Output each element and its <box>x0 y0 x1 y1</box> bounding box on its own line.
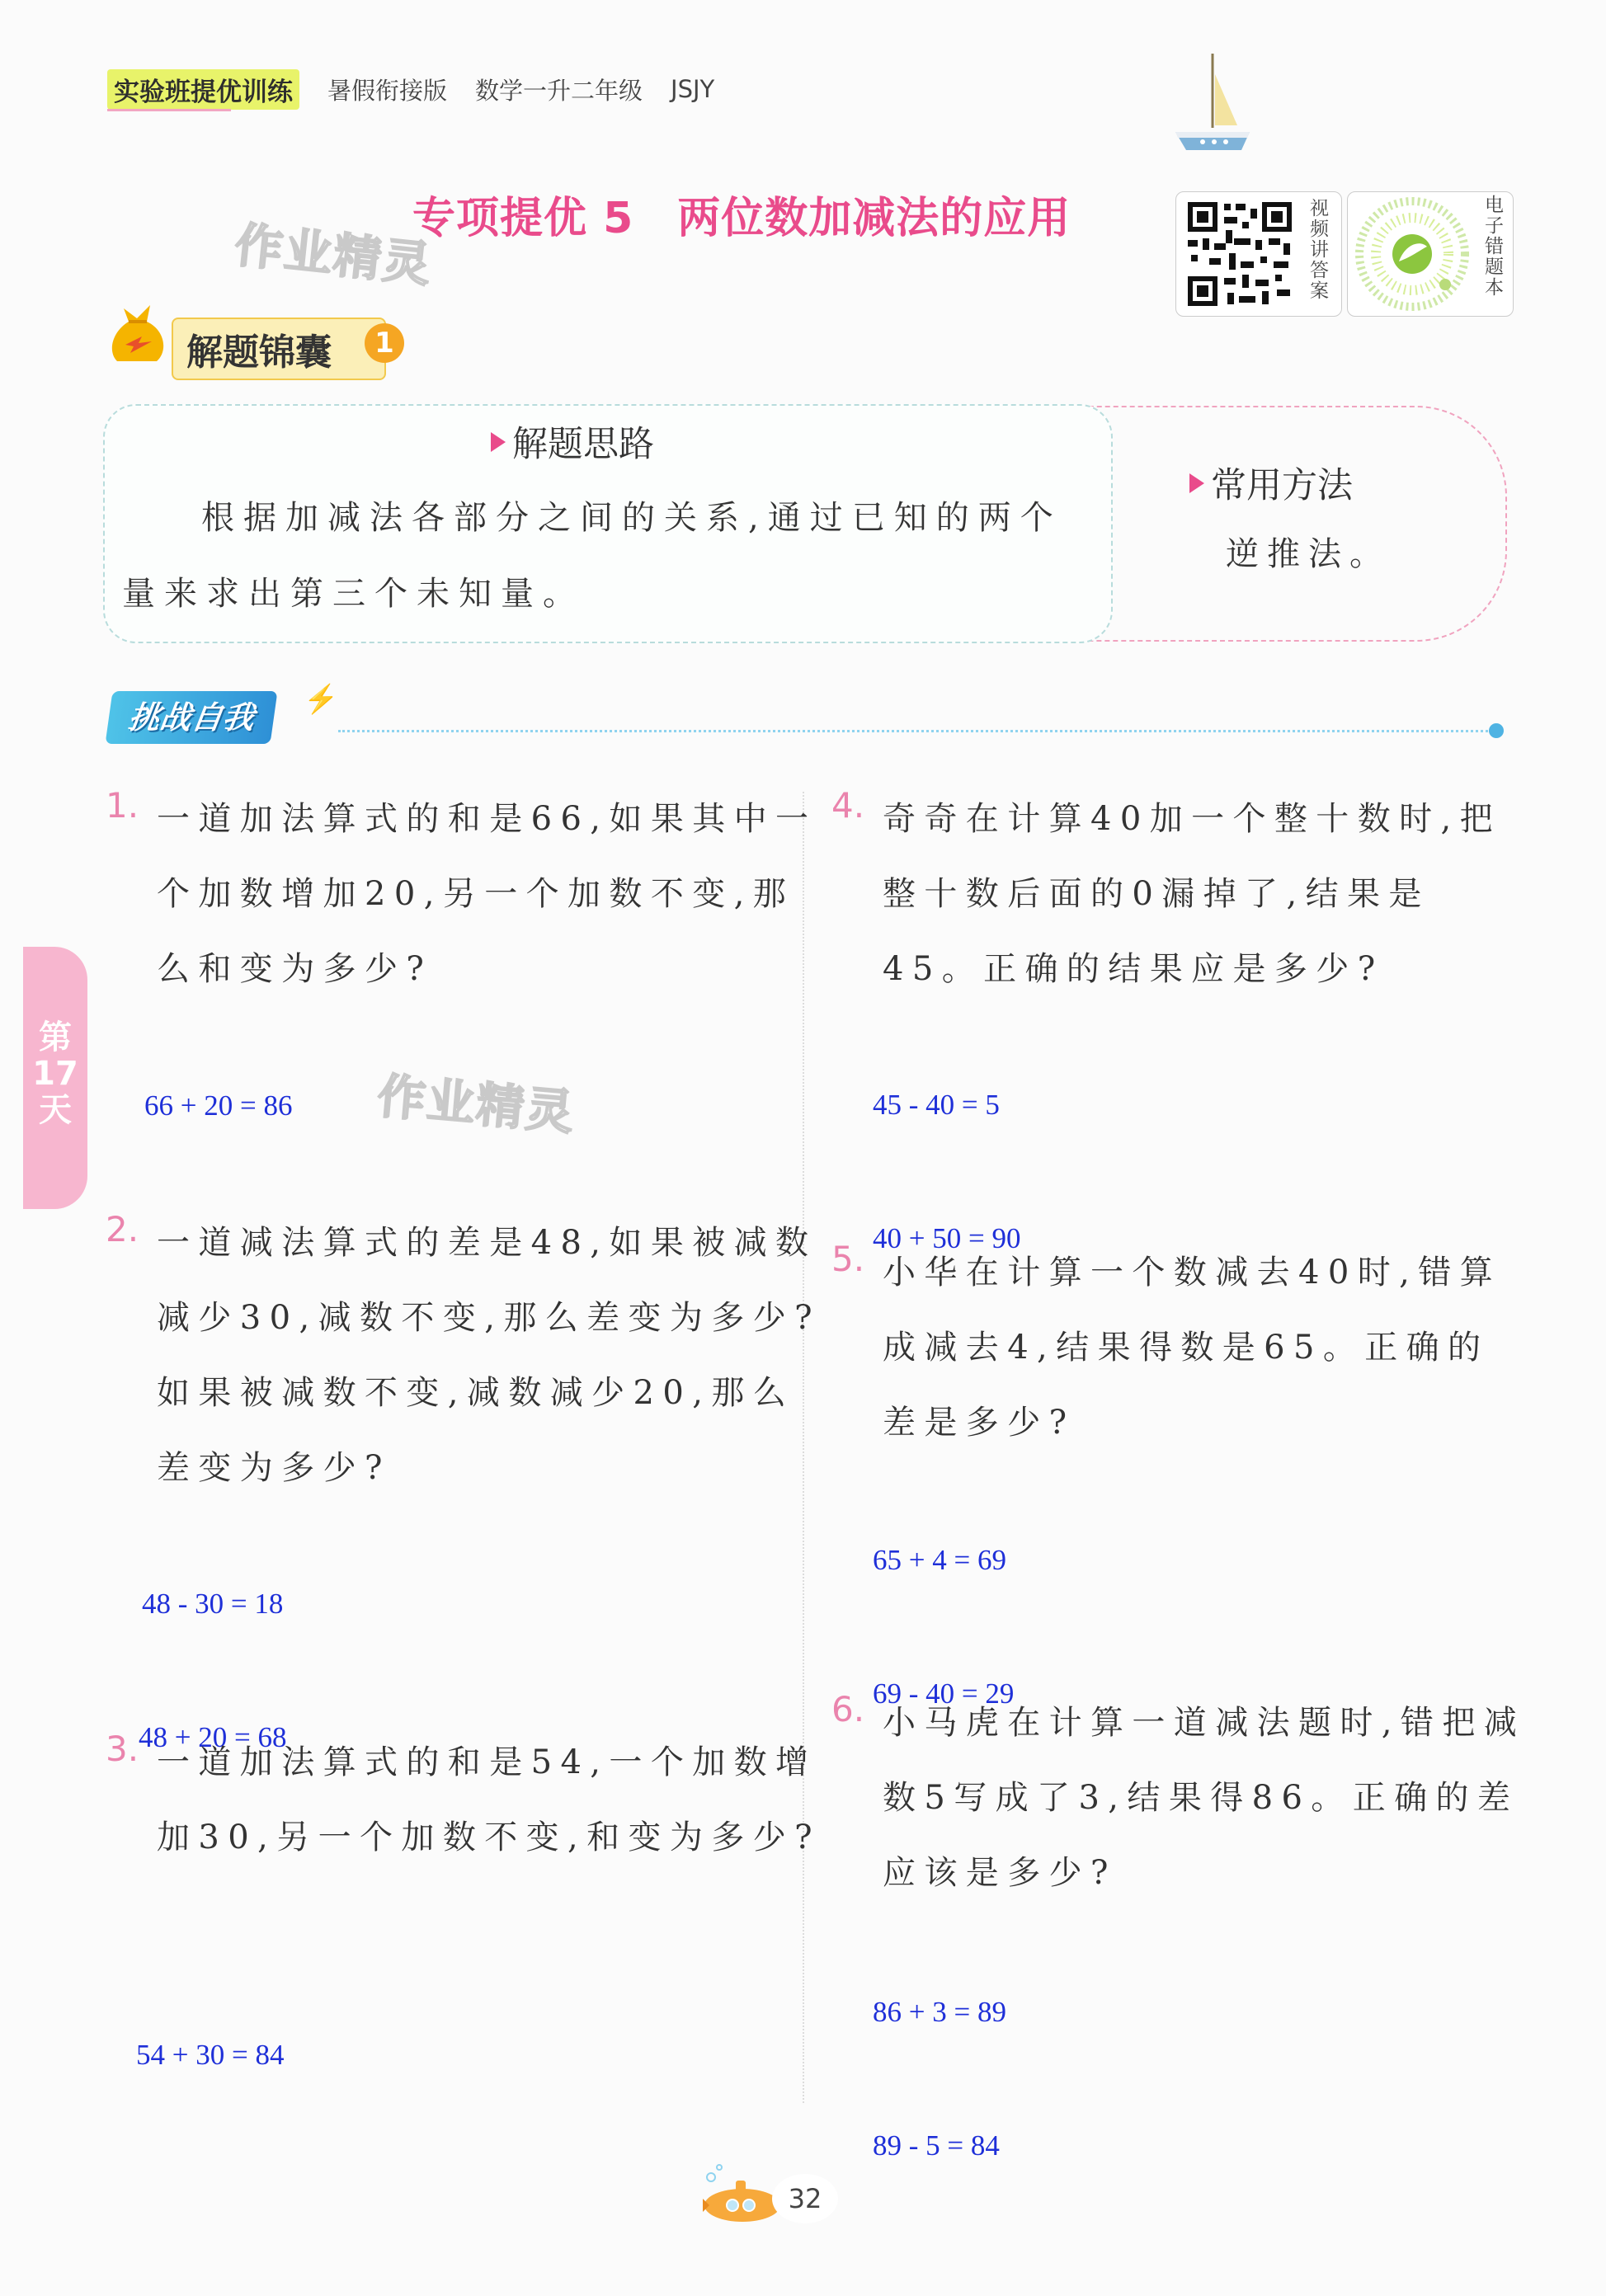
answer-line: 86 + 3 = 89 <box>873 1996 1006 2028</box>
problem-number: 5. <box>831 1239 865 1279</box>
header-bar <box>107 66 714 112</box>
answer-line: 54 + 30 = 84 <box>136 2039 285 2071</box>
answer-line: 89 - 5 = 84 <box>873 2129 1000 2162</box>
approach-heading <box>491 416 654 467</box>
watermark: 作业精灵 <box>232 216 436 294</box>
series-title: 实验班提优训练 <box>107 69 299 110</box>
answer-line: 48 + 20 = 68 <box>139 1721 287 1753</box>
answer-line: 66 + 20 = 86 <box>144 1089 293 1122</box>
method-title: 常用方法 <box>1211 465 1353 506</box>
tips-section-heading: 解题锦囊 <box>172 318 386 380</box>
method-heading <box>1189 458 1353 508</box>
header-accent-line <box>107 109 231 111</box>
answer-line: 48 - 30 = 18 <box>142 1588 284 1620</box>
day-tab-line: 第 <box>39 1019 72 1056</box>
answer-line: 40 + 50 = 90 <box>873 1222 1021 1254</box>
problem-text: 小华在计算一个数减去40时,错算成减去4,结果得数是65。正确的差是多少? <box>883 1254 1502 1442</box>
ebook-qr-caption: 电子错题本 <box>1481 195 1503 298</box>
divider-end-dot <box>1489 723 1504 738</box>
day-tab-line: 天 <box>39 1091 72 1129</box>
page-title: 专项提优 5 两位数加减法的应用 <box>412 194 1071 243</box>
problem-text: 一道加法算式的和是66,如果其中一个加数增加20,另一个加数不变,那么和变为多少? <box>157 800 817 988</box>
page-number: 32 <box>772 2174 838 2223</box>
answer-line: 65 + 4 = 69 <box>873 1544 1006 1576</box>
day-side-tab <box>23 947 87 1209</box>
answer-line: 69 - 40 = 29 <box>873 1677 1015 1710</box>
watermark: 作业精灵 <box>375 1067 578 1141</box>
triangle-pointer-icon <box>1189 473 1204 493</box>
approach-text: 根据加减法各部分之间的关系,通过已知的两个量来求出第三个未知量。 <box>122 499 1062 613</box>
video-qr-caption: 视频讲答案 <box>1307 198 1328 301</box>
problem-text: 一道加法算式的和是54,一个加数增加30,另一个加数不变,和变为多少? <box>157 1743 821 1856</box>
answer-area-6 <box>873 1901 1006 2213</box>
problem-number: 2. <box>106 1209 139 1249</box>
lightning-icon: ⚡ <box>304 683 339 716</box>
section-number-badge: 1 <box>365 323 404 363</box>
answer-area-1 <box>144 995 292 1173</box>
method-text: 逆推法。 <box>1226 535 1391 573</box>
answer-line: 45 - 40 = 5 <box>873 1089 1000 1121</box>
problem-number: 3. <box>106 1729 139 1769</box>
triangle-pointer-icon <box>491 432 506 452</box>
problem-number: 1. <box>106 785 139 826</box>
answer-area-3 <box>136 1944 284 2122</box>
publisher-code: JSJY <box>671 75 715 103</box>
problem-text: 一道减法算式的差是48,如果被减数减少30,减数不变,那么差变为多少?如果被减数不变,减数减少20,那么差变为多少? <box>157 1224 821 1487</box>
day-tab-line: 17 <box>32 1055 78 1093</box>
treasure-bag-icon <box>106 297 172 366</box>
problem-text: 奇奇在计算40加一个整十数时,把整十数后面的0漏掉了,结果是45。正确的结果应是多少? <box>883 800 1502 988</box>
section-divider <box>338 730 1493 732</box>
challenge-section-tag: 挑战自我 <box>106 691 278 744</box>
problem-number: 6. <box>831 1689 865 1729</box>
sailboat-icon <box>1163 49 1262 157</box>
approach-title: 解题思路 <box>512 424 654 465</box>
problem-text: 小马虎在计算一道减法题时,错把减数5写成了3,结果得86。正确的差应该是多少? <box>883 1704 1526 1892</box>
edition-label: 暑假衔接版 <box>327 76 448 105</box>
problem-number: 4. <box>831 785 865 826</box>
subject-label: 数学一升二年级 <box>475 76 643 105</box>
